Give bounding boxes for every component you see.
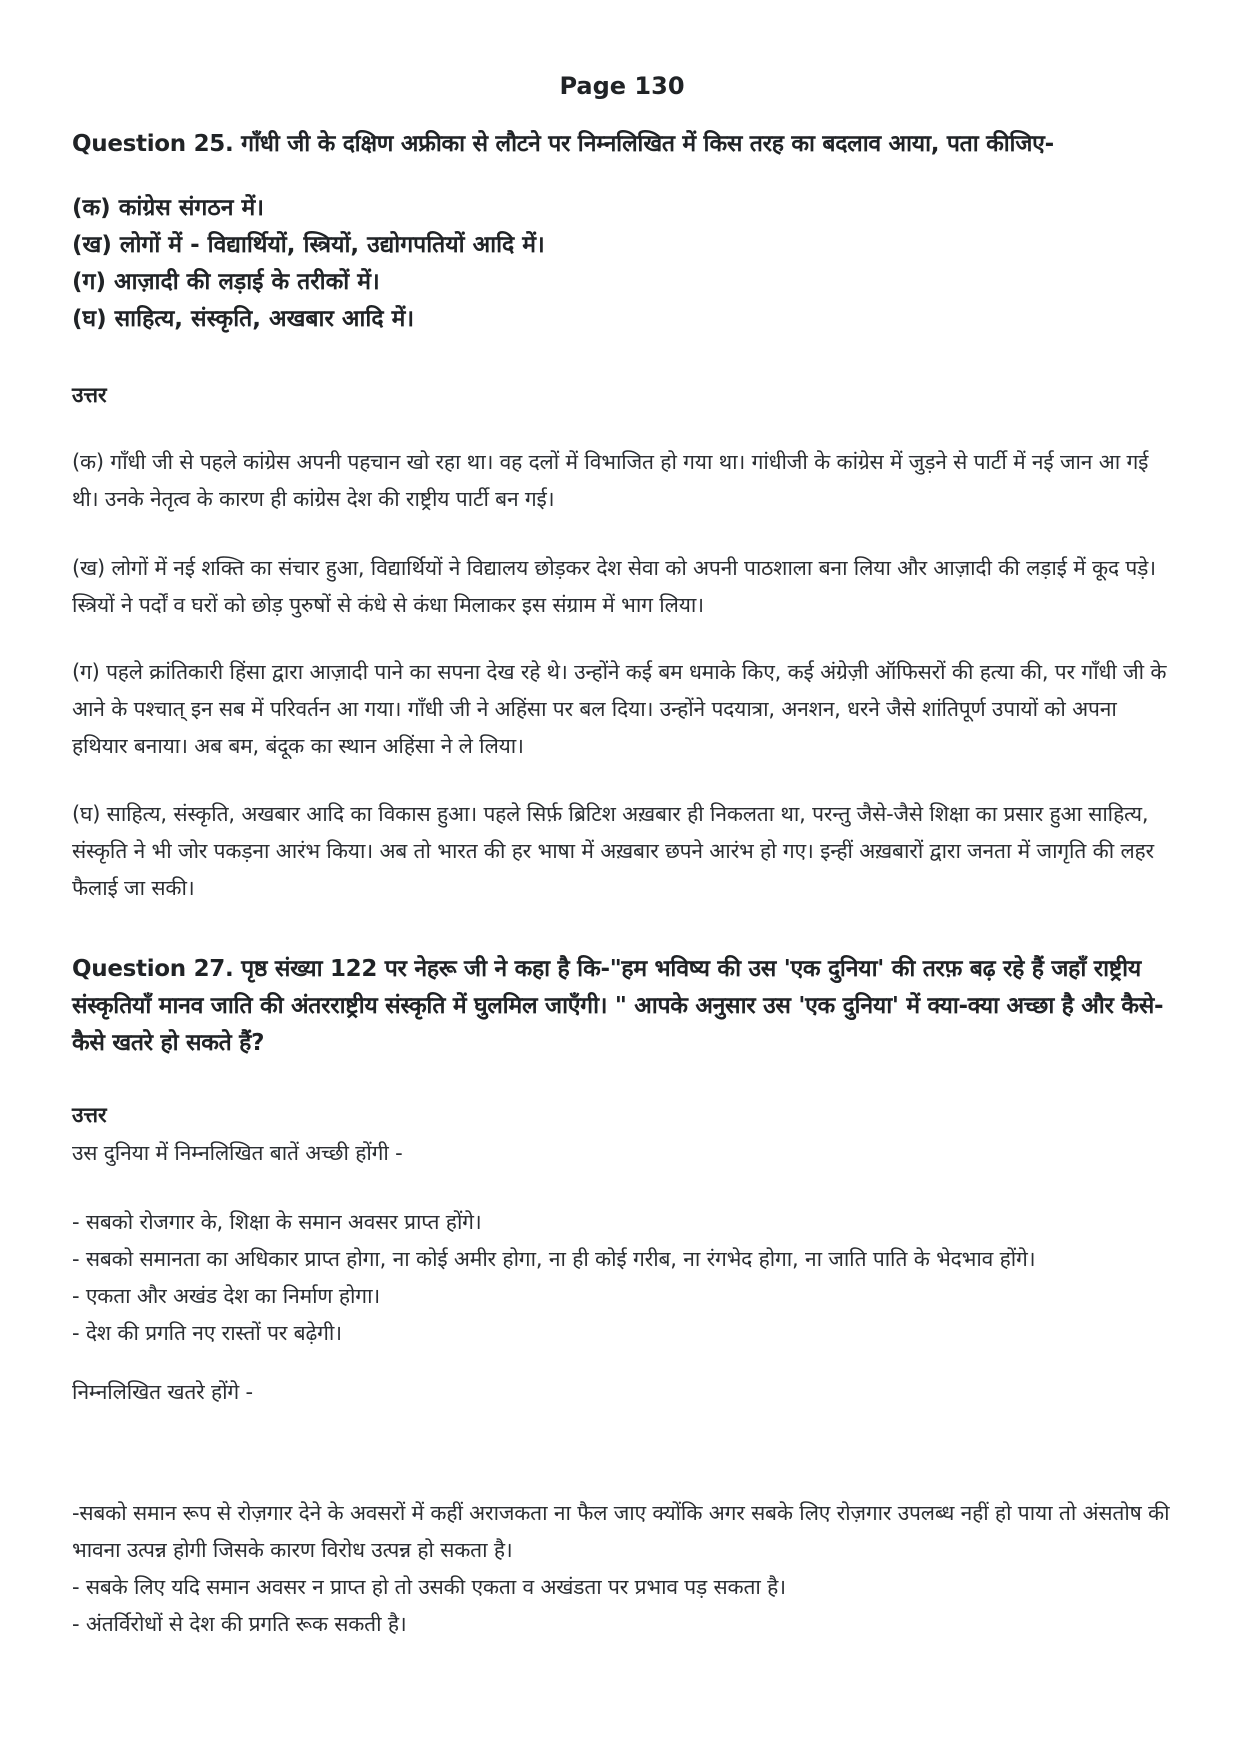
page-number: Page 130 (559, 72, 685, 100)
option-ga: (ग) आज़ादी की लड़ाई के तरीकों में। (72, 269, 380, 295)
answer-paragraph-gha: (घ) साहित्य, संस्कृति, अखबार आदि का विकास हुआ। पहले सिर्फ़ ब्रिटिश अख़बार ही निकलता था, परन्तु जैसे-जैसे शिक्षा का प्रसार हुआ साहित्य, संस्कृति ने भी जोर पकड़ना आरंभ किया। अब तो भारत की हर भाषा में अख़बार छपने आरंभ हो गए। इन्हीं अख़बारों द्वारा जनता में जागृति की लहर फैलाई जा सकी। (72, 802, 1154, 900)
good-point: - एकता और अखंड देश का निर्माण होगा। (72, 1284, 381, 1308)
option-kha: (ख) लोगों में - विद्यार्थियों, स्त्रियों, उद्योगपतियों आदि में। (72, 232, 545, 258)
question-25-heading: Question 25. गाँधी जी के दक्षिण अफ्रीका से लौटने पर निम्नलिखित में किस तरह का बदलाव आया, पता कीजिए- (72, 131, 1054, 157)
risks-intro: निम्नलिखित खतरे होंगे - (72, 1380, 253, 1404)
answer-label-q27: उत्तर (72, 1103, 107, 1127)
risk-point: - सबके लिए यदि समान अवसर न प्राप्त हो तो उसकी एकता व अखंडता पर प्रभाव पड़ सकता है। (72, 1575, 786, 1599)
risk-point: - अंतर्विरोधों से देश की प्रगति रूक सकती है। (72, 1612, 407, 1636)
risks-list (72, 1495, 1172, 1643)
question-25-options (72, 190, 1172, 338)
good-points-list (72, 1204, 1172, 1352)
good-points-intro: उस दुनिया में निम्नलिखित बातें अच्छी होंगी - (72, 1141, 403, 1165)
answer-label-q25: उत्तर (72, 383, 107, 407)
risk-point: -सबको समान रूप से रोज़गार देने के अवसरों में कहीं अराजकता ना फैल जाए क्योंकि अगर सबके लिए रोज़गार उपलब्ध नहीं हो पाया तो अंसतोष की भावना उत्पन्न होगी जिसके कारण विरोध उत्पन्न हो सकता है। (72, 1501, 1170, 1562)
good-point: - सबको रोजगार के, शिक्षा के समान अवसर प्राप्त होंगे। (72, 1210, 482, 1234)
answer-paragraph-kha: (ख) लोगों में नई शक्ति का संचार हुआ, विद्यार्थियों ने विद्यालय छोड़कर देश सेवा को अपनी पाठशाला बना लिया और आज़ादी की लड़ाई में कूद पड़े। स्त्रियों ने पर्दों व घरों को छोड़ पुरुषों से कंधे से कंधा मिलाकर इस संग्राम में भाग लिया। (72, 556, 1156, 617)
option-gha: (घ) साहित्य, संस्कृति, अखबार आदि में। (72, 306, 415, 332)
question-27-heading: Question 27. पृष्ठ संख्या 122 पर नेहरू जी ने कहा है कि-"हम भविष्य की उस 'एक दुनिया' की तरफ़ बढ़ रहे हैं जहाँ राष्ट्रीय संस्कृतियाँ मानव जाति की अंतरराष्ट्रीय संस्कृति में घुलमिल जाएँगी। " आपके अनुसार उस 'एक दुनिया' में क्या-क्या अच्छा है और कैसे-कैसे खतरे हो सकते हैं? (72, 956, 1164, 1056)
answer-paragraph-ka: (क) गाँधी जी से पहले कांग्रेस अपनी पहचान खो रहा था। वह दलों में विभाजित हो गया था। गांधीजी के कांग्रेस में जुड़ने से पार्टी में नई जान आ गई थी। उनके नेतृत्व के कारण ही कांग्रेस देश की राष्ट्रीय पार्टी बन गई। (72, 450, 1149, 511)
option-ka: (क) कांग्रेस संगठन में। (72, 195, 264, 221)
good-point: - देश की प्रगति नए रास्तों पर बढ़ेगी। (72, 1321, 342, 1345)
good-point: - सबको समानता का अधिकार प्राप्त होगा, ना कोई अमीर होगा, ना ही कोई गरीब, ना रंगभेद होगा, ना जाति पाति के भेदभाव होंगे। (72, 1247, 1036, 1271)
answer-paragraph-ga: (ग) पहले क्रांतिकारी हिंसा द्वारा आज़ादी पाने का सपना देख रहे थे। उन्होंने कई बम धमाके किए, कई अंग्रेज़ी ऑफिसरों की हत्या की, पर गाँधी जी के आने के पश्चात् इन सब में परिवर्तन आ गया। गाँधी जी ने अहिंसा पर बल दिया। उन्होंने पदयात्रा, अनशन, धरने जैसे शांतिपूर्ण उपायों को अपना हथियार बनाया। अब बम, बंदूक का स्थान अहिंसा ने ले लिया। (72, 660, 1167, 758)
